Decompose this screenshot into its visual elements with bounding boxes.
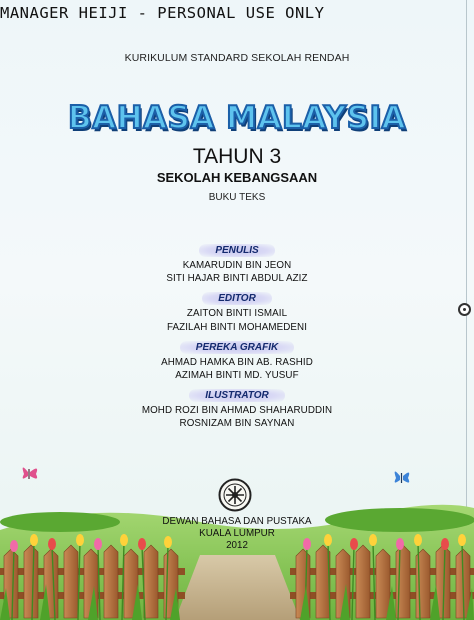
credit-name: SITI HAJAR BINTI ABDUL AZIZ	[166, 273, 308, 285]
dbp-logo-icon	[218, 478, 252, 512]
curriculum-label: KURIKULUM STANDARD SEKOLAH RENDAH	[124, 52, 350, 64]
credit-name: MOHD ROZI BIN AHMAD SHAHARUDDIN	[141, 405, 333, 417]
credit-section-graphics	[0, 337, 474, 382]
credits-block	[0, 240, 474, 434]
credit-section-writers	[0, 240, 474, 285]
book-year: TAHUN 3	[192, 145, 282, 168]
right-fence	[290, 545, 474, 618]
book-type: BUKU TEKS	[208, 192, 266, 203]
publisher-block	[0, 516, 474, 552]
credit-section-illustrators	[0, 385, 474, 430]
book-title: BAHASA MALAYSIA	[67, 100, 407, 136]
credit-name: AZIMAH BINTI MD. YUSUF	[175, 370, 299, 382]
credit-section-editors	[0, 288, 474, 333]
publisher-city: KUALA LUMPUR	[199, 528, 275, 539]
credit-name: FAZILAH BINTI MOHAMEDENI	[166, 321, 308, 333]
watermark-text: MANAGER HEIJI - PERSONAL USE ONLY	[0, 4, 325, 22]
credit-role-label: ILUSTRATOR	[189, 389, 285, 402]
credit-name: ROSNIZAM BIN SAYNAN	[179, 418, 295, 430]
publisher-year: 2012	[226, 540, 248, 551]
credit-role-label: PEREKA GRAFIK	[180, 341, 294, 354]
butterfly-left-icon	[23, 467, 37, 479]
publisher-name: DEWAN BAHASA DAN PUSTAKA	[162, 516, 312, 527]
credit-role-label: EDITOR	[202, 292, 272, 305]
publisher-logo	[218, 478, 252, 512]
butterfly-right-icon	[395, 471, 410, 483]
credit-name: KAMARUDIN BIN JEON	[182, 260, 292, 271]
credit-name: ZAITON BINTI ISMAIL	[186, 308, 288, 320]
credit-name: AHMAD HAMKA BIN AB. RASHID	[161, 356, 313, 368]
credit-role-label: PENULIS	[199, 244, 274, 257]
school-type: SEKOLAH KEBANGSAAN	[156, 170, 318, 185]
